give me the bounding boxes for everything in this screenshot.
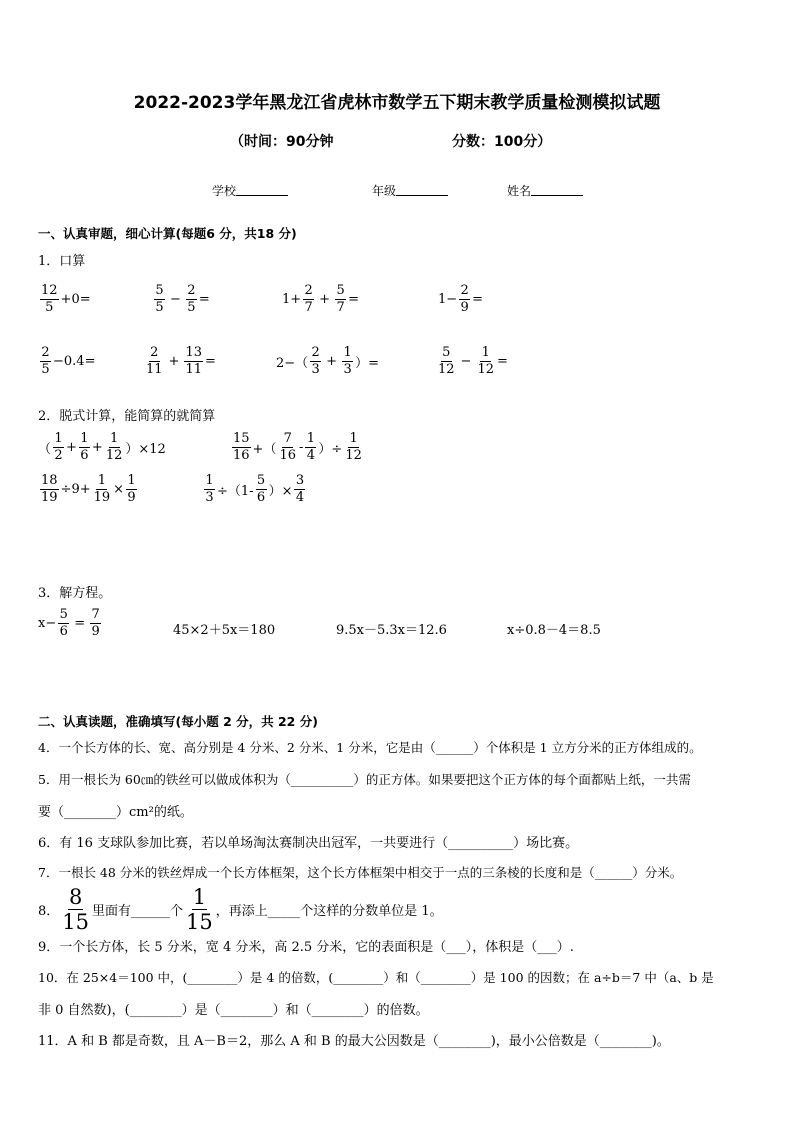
section1-heading: 一、认真审题，细心计算(每题6 分，共18 分) <box>38 226 297 241</box>
grade-field <box>372 182 448 199</box>
q3-eq-4: x÷0.8－4＝8.5 <box>507 623 601 638</box>
q2-expr-3: $\frac{18}{19}$ ÷9+ $\frac{1}{19}$ × $\frac{1}{9}$ <box>41 473 136 506</box>
section2-heading: 二、认真读题，准确填写(每小题 2 分，共 22 分) <box>38 714 318 729</box>
q1-item-h: $\frac{5}{12}$ − $\frac{1}{12}$ = <box>438 345 508 378</box>
q1-item-b: $\frac{5}{5}$ − $\frac{2}{5}$ = <box>155 283 210 316</box>
name-label: 姓名 <box>507 184 532 198</box>
q1-item-c: 1+ $\frac{2}{7}$ + $\frac{5}{7}$ = <box>282 283 359 316</box>
q4-text: 4．一个长方体的长、宽、高分别是 4 分米、2 分米、1 分米，它是由（______）个体积是 1 立方分米的正方体组成的。 <box>38 740 702 755</box>
q10-text-line1: 10．在 25×4＝100 中，(________）是 4 的倍数，(________）和（________）是 100 的因数；在 a÷b＝7 中（a、b 是 <box>38 970 714 985</box>
q1-item-a: $\frac{12}{5}$ +0= <box>41 283 91 316</box>
q2-expr-1: （ $\frac{1}{2}$ + $\frac{1}{6}$ + $\frac{1}{12}$ ）×12 <box>38 431 166 464</box>
page-title: 2022-2023学年黑龙江省虎林市数学五下期末教学质量检测模拟试题 <box>133 93 661 113</box>
q2-label: 2．脱式计算，能简算的就简算 <box>38 409 216 424</box>
q10-text-line2: 非 0 自然数)，(________）是（________）和（________）的倍数。 <box>38 1003 429 1018</box>
q7-text: 7．一根长 48 分米的铁丝焊成一个长方体框架，这个长方体框架中相交于一点的三条棱的长度和是（______）分米。 <box>38 865 683 880</box>
q8-text: 8． $\frac{8}{15}$ 里面有______个 $\frac{1}{15}$ ，再添上_____个这样的分数单位是 1。 <box>38 885 443 935</box>
q1-item-g: 2−（ $\frac{2}{3}$ + $\frac{1}{3}$ ）= <box>276 345 379 378</box>
q5-text-line1: 5．用一根长为 60㎝的铁丝可以做成体积为（__________）的正方体。如果要把这个正方体的每个面都贴上纸，一共需 <box>38 772 691 787</box>
grade-label: 年级 <box>372 184 397 198</box>
q3-eq-3: 9.5x－5.3x＝12.6 <box>336 623 447 638</box>
name-field <box>507 182 583 199</box>
school-label: 学校 <box>212 184 237 198</box>
q6-text: 6．有 16 支球队参加比赛，若以单场淘汰赛制决出冠军，一共要进行（__________）场比赛。 <box>38 836 579 851</box>
q1-item-d: 1− $\frac{2}{9}$ = <box>438 283 484 316</box>
grade-blank <box>396 183 448 196</box>
q3-eq-2: 45×2＋5x＝180 <box>173 623 276 638</box>
exam-time: （时间：90分钟 <box>230 134 334 150</box>
q2-expr-4: $\frac{1}{3}$ ÷（1- $\frac{5}{6}$ ）× $\frac{3}{4}$ <box>205 473 305 506</box>
q9-text: 9．一个长方体，长 5 分米，宽 4 分米，高 2.5 分米，它的表面积是（___），体积是（___）. <box>38 940 574 955</box>
q1-item-e: $\frac{2}{5}$ −0.4= <box>41 345 96 378</box>
q11-text: 11．A 和 B 都是奇数，且 A－B＝2，那么 A 和 B 的最大公因数是（________)，最小公倍数是（________)。 <box>38 1034 670 1049</box>
name-blank <box>531 183 583 196</box>
school-field <box>212 182 288 199</box>
exam-score: 分数：100分） <box>452 134 552 150</box>
q2-expr-2: $\frac{15}{16}$ +（ $\frac{7}{16}$ - $\frac{1}{4}$ ）÷ $\frac{1}{12}$ <box>233 431 362 464</box>
school-blank <box>236 183 288 196</box>
q1-label: 1．口算 <box>38 254 86 269</box>
q1-item-f: $\frac{2}{11}$ + $\frac{13}{11}$ = <box>146 345 216 378</box>
q3-label: 3．解方程。 <box>38 586 112 601</box>
q3-eq-1: x− $\frac{5}{6}$ = $\frac{7}{9}$ <box>38 607 100 640</box>
q5-text-line2: 要（________）cm²的纸。 <box>38 805 193 820</box>
